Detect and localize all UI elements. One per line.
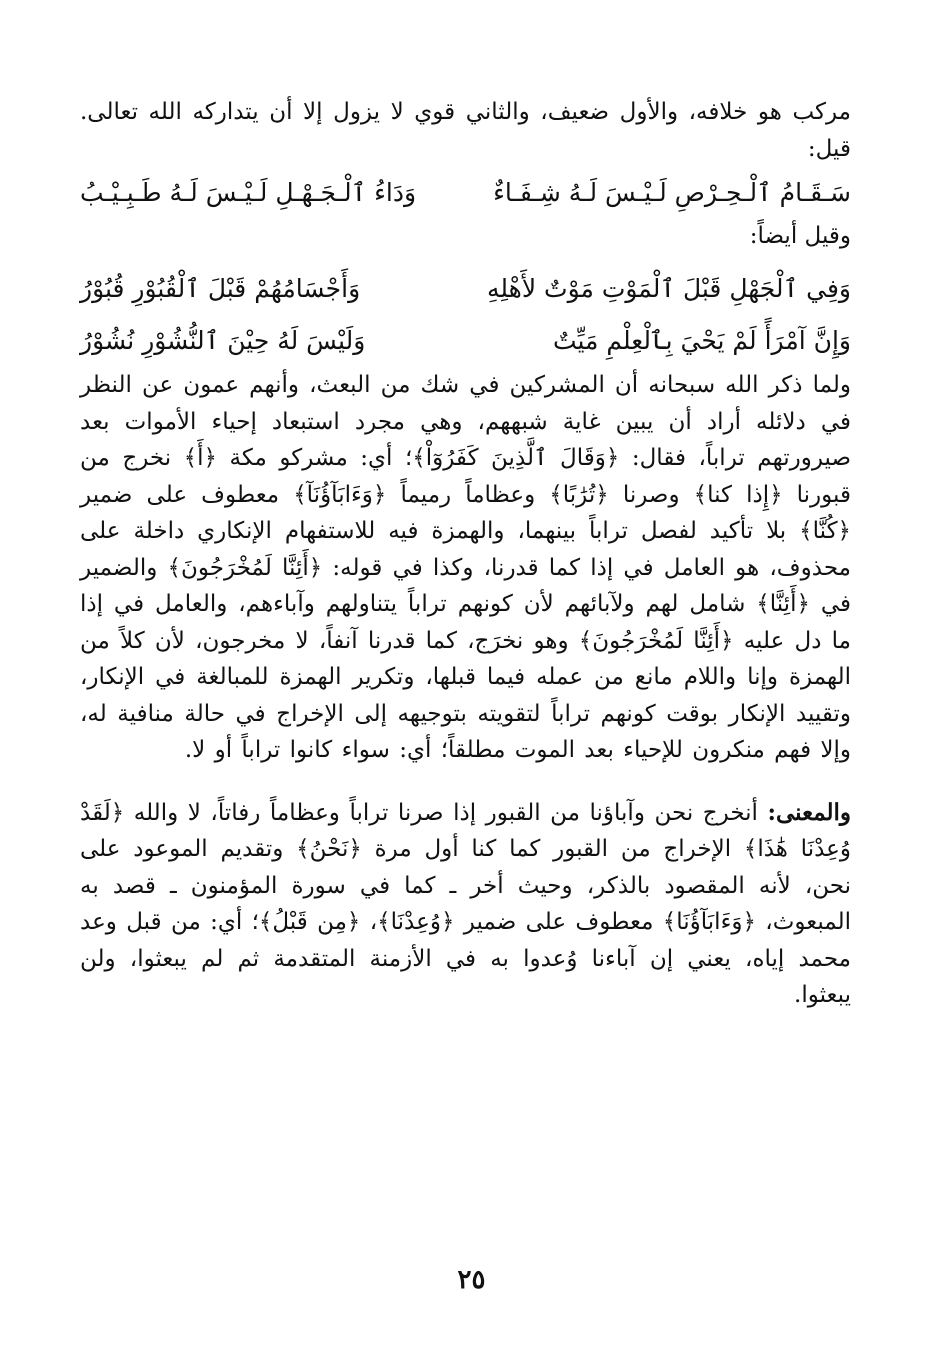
paragraph-3-lead: والمعنى:: [767, 798, 851, 826]
poem-verse-1: [80, 167, 851, 219]
poem-verse-3: [80, 315, 851, 367]
verse-1-second-hemistich: وَدَاءُ ٱلْـجَـهْـلِ لَـيْـسَ لَـهُ طَـبِـيْـبُ: [80, 178, 417, 207]
paragraph-2: ولما ذكر الله سبحانه أن المشركين في شك من البعث، وأنهم عمون عن النظر في دلائله أراد أن يبين غاية شبههم، وهي مجرد استبعاد إحياء الأموات بعد صيرورتهم تراباً، فقال: ﴿وَقَالَ ٱلَّذِينَ كَفَرُوٓاْ﴾؛ أي: مشركو مكة ﴿أَ﴾ نخرج من قبورنا ﴿إِذا كنا﴾ وصرنا ﴿تُرَٰبًا﴾ وعظاماً رميماً ﴿وَءَابَآؤُنَآ﴾ معطوف على ضمير ﴿كُنَّا﴾ بلا تأكيد لفصل تراباً بينهما، والهمزة فيه للاستفهام الإنكاري داخلة على محذوف، هو العامل في إذا كما قدرنا، وكذا في قوله: ﴿أَئِنَّا لَمُخْرَجُونَ﴾ والضمير في ﴿أَئِنَّا﴾ شامل لهم ولآبائهم لأن كونهم تراباً يتناولهم وآباءهم، والعامل في إذا ما دل عليه ﴿أَئِنَّا لَمُخْرَجُونَ﴾ وهو نخرَج، كما قدرنا آنفاً، لا مخرجون، لأن كلاً من الهمزة وإنا واللام مانع من عمله فيما قبلها، وتكرير الهمزة للمبالغة في الإنكار، وتقييد الإنكار بوقت كونهم تراباً لتقويته بتوجيهه إلى الإخراج في حالة منافية له، وإلا فهم منكرون للإحياء بعد الموت مطلقاً؛ أي: سواء كانوا تراباً أو لا.: [80, 372, 851, 763]
paragraph-3: [80, 795, 851, 1014]
paragraph-3-body: أنخرج نحن وآباؤنا من القبور إذا صرنا تراباً وعظاماً رفاتاً، لا والله ﴿لَقَدْ وُعِدْنَا هَٰذَا﴾ الإخراج من القبور كما كنا أول مرة ﴿نَحْنُ﴾ وتقديم الموعود على نحن، لأنه المقصود بالذكر، وحيث أخر ـ كما في سورة المؤمنون ـ قصد به المبعوث، ﴿وَءَابَآؤُنَا﴾ معطوف على ضمير ﴿وُعِدْنَا﴾، ﴿مِن قَبْلُ﴾؛ أي: من قبل وعد محمد إياه، يعني إن آباءنا وُعدوا به في الأزمنة المتقدمة ثم لم يبعثوا، ولن يبعثوا.: [80, 799, 851, 1008]
page-number: ٢٥: [457, 1265, 486, 1295]
verse-1-first-hemistich: سَـقَـامُ ٱلْـحِـرْصِ لَـيْـسَ لَـهُ شِـفَـاءٌ: [493, 178, 851, 207]
verse-3-second-hemistich: وَلَيْسَ لَهُ حِيْنَ ٱلنُّشُوْرِ نُشُوْرُ: [80, 326, 366, 355]
poem-verse-2: [80, 263, 851, 315]
verse-2-second-hemistich: وَأَجْسَامُهُمْ قَبْلَ ٱلْقُبُوْرِ قُبُوْرُ: [80, 274, 361, 303]
verse-3-first-hemistich: وَإِنَّ آمْرَأً لَمْ يَحْيَ بِٱلْعِلْمِ مَيِّتٌ: [552, 326, 851, 355]
verse-intro: وقيل أيضاً:: [749, 223, 851, 249]
paragraph-gap: [80, 769, 851, 795]
verse-2-first-hemistich: وَفِي ٱلْجَهْلِ قَبْلَ ٱلْمَوْتِ مَوْتٌ لأَهْلِهِ: [486, 274, 851, 303]
paragraph-1: مركب هو خلافه، والأول ضعيف، والثاني قوي لا يزول إلا أن يتداركه الله تعالى. قيل:: [80, 99, 851, 162]
